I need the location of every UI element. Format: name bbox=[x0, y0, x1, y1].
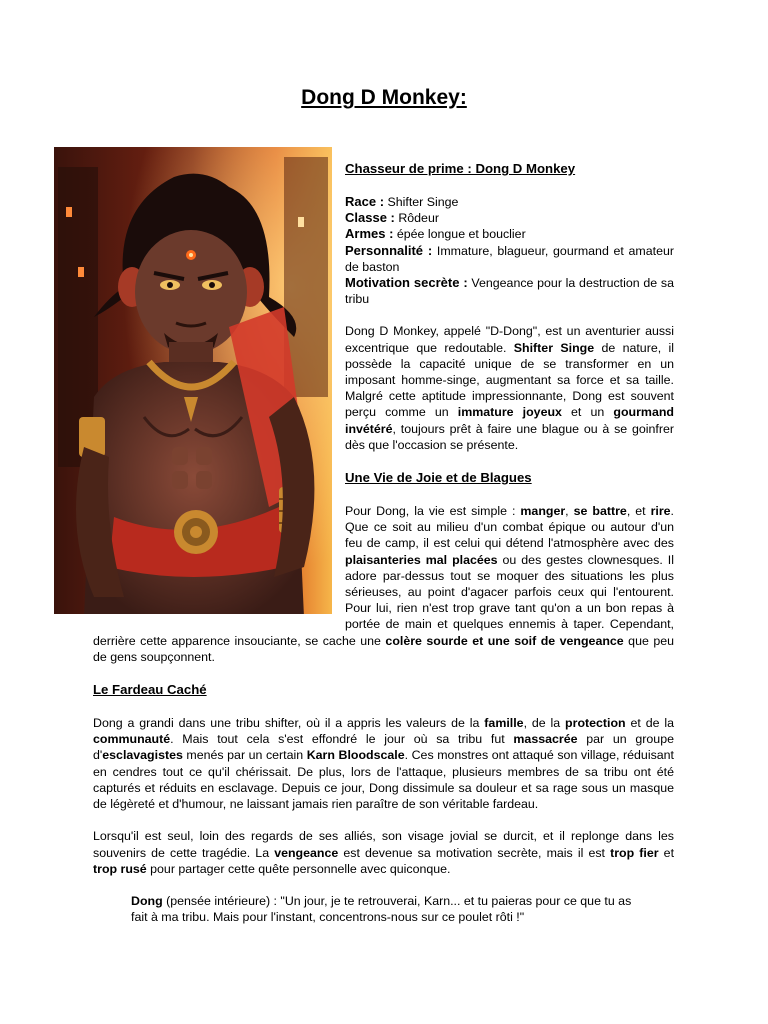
stat-label: Race : bbox=[345, 194, 385, 209]
text-run: . Que ce soit au milieu d'un combat épique ou autour d'un feu de camp, il est celui qui détend l'atmosphère avec des bbox=[345, 504, 674, 551]
stat-value: Rôdeur bbox=[394, 211, 439, 226]
text-run: , toujours prêt à faire une blague ou à se goinfrer dès que l'occasion se présente. bbox=[345, 421, 674, 452]
text-run: Dong a grandi dans une tribu shifter, où il a appris les valeurs de la bbox=[93, 716, 485, 731]
inner-thought-quote bbox=[131, 893, 636, 925]
text-run: , bbox=[565, 504, 574, 519]
stat-value: Shifter Singe bbox=[384, 195, 459, 209]
text-run: Lorsqu'il est seul, loin des regards de ses alliés, son visage jovial se durcit, et il replonge dans les souvenirs de cette tragédie. La bbox=[93, 829, 674, 860]
bold-run: colère sourde et une soif de vengeance bbox=[385, 633, 624, 648]
text-run: ou des gestes clownesques. Il adore par-dessus tout se moquer des situations les plus sérieuses, au point d'agacer parfois ceux qui l'entourent. Pour lui, rien n'est trop grave tant qu'on a un bon repas à portée de main et quelques ennemis à taper. Cependant, derrière cette apparence insouciante, se cache une bbox=[93, 552, 674, 648]
bold-run: trop rusé bbox=[93, 861, 147, 876]
stat-label: Armes : bbox=[345, 226, 394, 242]
stat-value: Immature, blagueur, gourmand et amateur de baston bbox=[345, 243, 674, 274]
bold-run: gourmand invétéré bbox=[345, 405, 674, 436]
text-run: Dong D Monkey, appelé "D-Dong", est un aventurier aussi excentrique que redoutable. bbox=[345, 324, 674, 355]
bold-run: trop fier bbox=[610, 845, 659, 860]
bold-run: manger bbox=[520, 504, 566, 519]
bold-run: Karn Bloodscale bbox=[306, 748, 405, 763]
bold-run: massacrée bbox=[513, 732, 578, 747]
text-run: menés par un certain bbox=[182, 748, 307, 763]
lower-section bbox=[93, 681, 674, 925]
bold-run: protection bbox=[565, 716, 626, 731]
stat-value: épée longue et bouclier bbox=[393, 227, 526, 242]
text-run: par un groupe d' bbox=[93, 732, 674, 763]
character-heading: Chasseur de prime : Dong D Monkey bbox=[345, 161, 576, 176]
text-run: , et bbox=[626, 504, 651, 519]
bold-run: se battre bbox=[573, 504, 627, 519]
text-run: pour partager cette quête personnelle avec quiconque. bbox=[146, 861, 451, 876]
stat-label: Motivation secrète : bbox=[345, 275, 468, 291]
bold-run: esclavagistes bbox=[102, 748, 183, 763]
bold-run: communauté bbox=[93, 732, 171, 747]
bold-run: Shifter Singe bbox=[513, 340, 595, 355]
quote-text: (pensée intérieure) : "Un jour, je te retrouverai, Karn... et tu paieras pour ce que tu as fait à ma tribu. Mais pour l'instant, concentrons-nous sur ce poulet rôti !" bbox=[131, 893, 632, 925]
stat-label: Classe : bbox=[345, 210, 395, 226]
document-body bbox=[93, 160, 674, 925]
quote-speaker: Dong bbox=[131, 893, 163, 908]
bold-run: plaisanteries mal placées bbox=[345, 552, 498, 567]
bold-run: famille bbox=[484, 716, 524, 731]
burden-paragraph bbox=[93, 715, 674, 812]
text-run: que peu de gens soupçonnent. bbox=[93, 633, 675, 664]
page-title: Dong D Monkey: bbox=[301, 86, 467, 109]
stat-value: Vengeance pour la destruction de sa tribu bbox=[345, 276, 674, 307]
monkey-shifter-portrait-illustration bbox=[54, 147, 332, 614]
text-run: Pour Dong, la vie est simple : bbox=[345, 504, 521, 519]
bold-run: immature joyeux bbox=[457, 405, 562, 420]
bold-run: rire bbox=[650, 504, 671, 519]
text-run: . Mais tout cela s'est effondré le jour où sa tribu fut bbox=[170, 732, 514, 747]
text-run: . Ces monstres ont attaqué son village, réduisant en cendres tout ce qu'il chérissait. De plus, lors de l'attaque, plusieurs membres de sa tribu ont été capturés et réduits en esclavage. Depuis ce jour, Dong dissimule sa douleur et sa rage sous un masque de légèreté et d'humour, ne laissant jamais rien paraître de son véritable fardeau. bbox=[93, 748, 674, 812]
text-run: est devenue sa motivation secrète, mais il est bbox=[338, 845, 611, 860]
text-run: et de la bbox=[625, 716, 674, 731]
secret-paragraph bbox=[93, 828, 674, 877]
text-run: , de la bbox=[523, 716, 566, 731]
text-run: et bbox=[658, 845, 675, 860]
section-heading-burden: Le Fardeau Caché bbox=[93, 682, 207, 698]
bold-run: vengeance bbox=[274, 845, 339, 860]
text-run: et un bbox=[561, 405, 614, 420]
text-run: de nature, il possède la capacité unique de se transformer en un imposant homme-singe, augmentant sa force et sa taille. Malgré cette aptitude impressionnante, Dong est souvent perçu comme un bbox=[345, 340, 675, 420]
section-heading-joy: Une Vie de Joie et de Blagues bbox=[345, 470, 532, 486]
stat-label: Personnalité : bbox=[345, 242, 433, 258]
